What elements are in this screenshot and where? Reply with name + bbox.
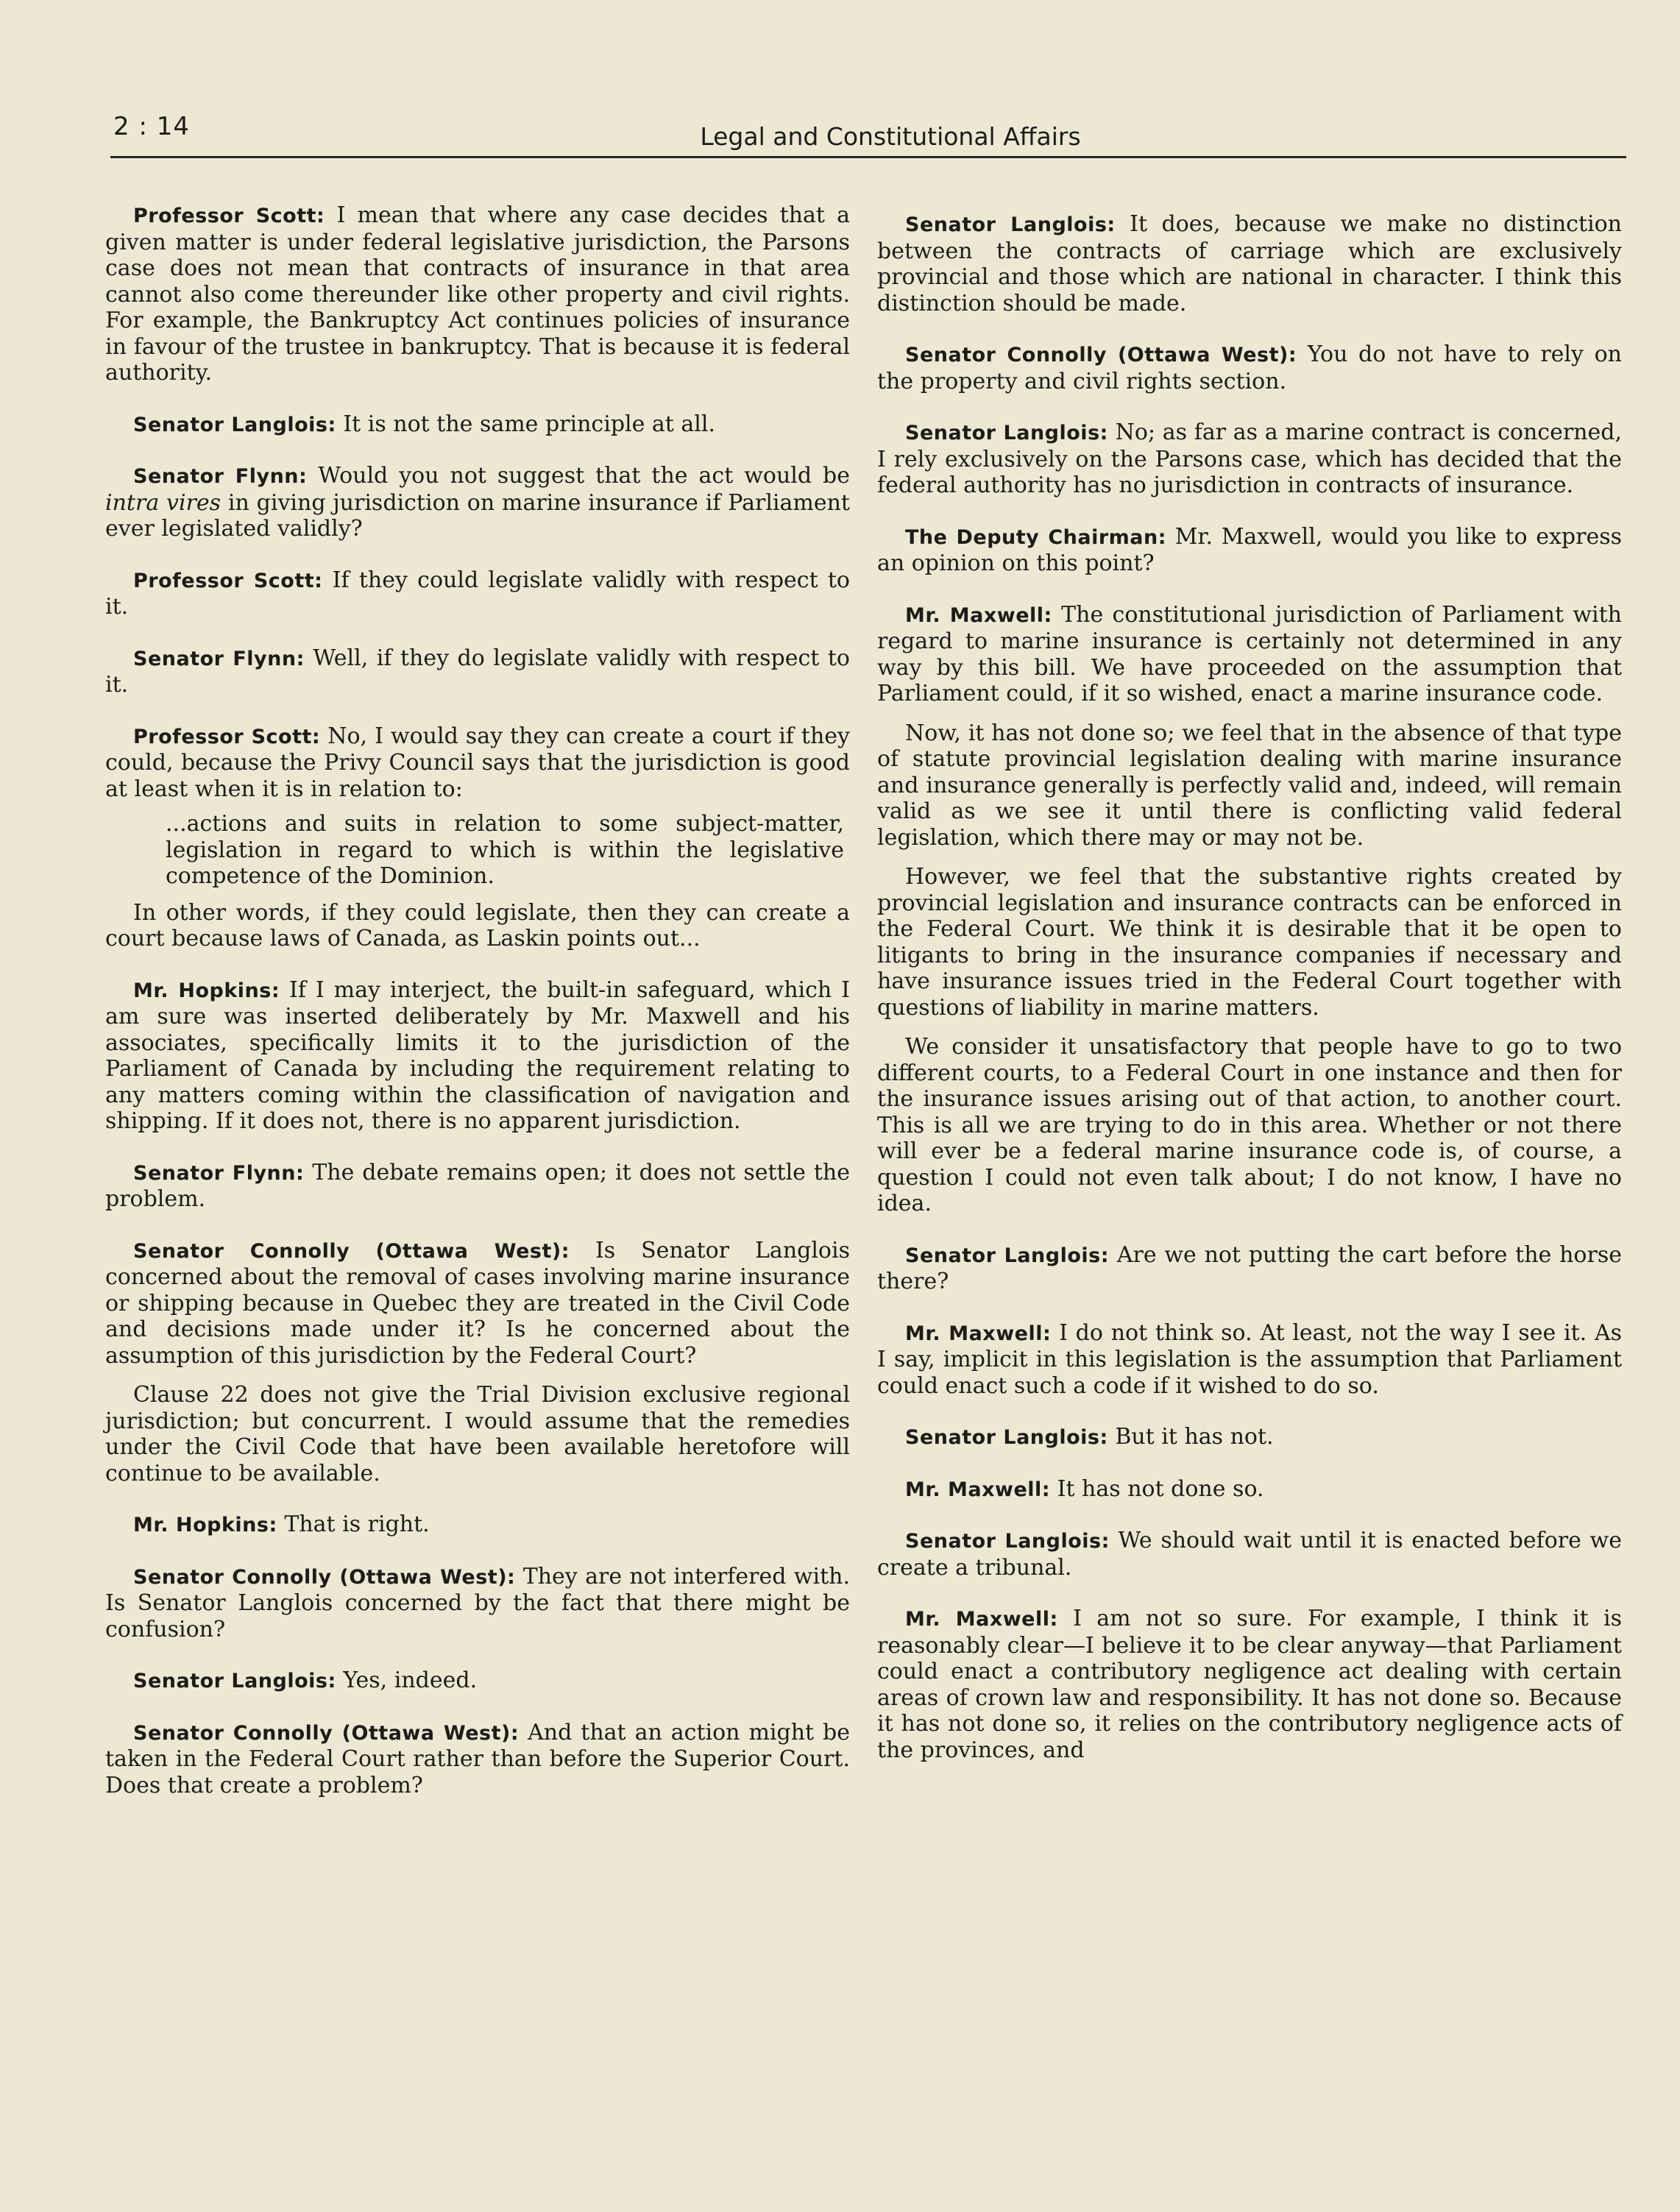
- paragraph: [105, 1382, 850, 1486]
- paragraph: [105, 1667, 850, 1695]
- speech-text: If I may interject, the built-in safeguard, which I am sure was inserted deliberately by Mr. Maxwell and his associates, specifically limits it to the jurisdiction of the Parliament of Canada by including the requirement relating to any matters coming within the classification of navigation and shipping. If it does not, there is no apparent jurisdiction.: [105, 976, 851, 1134]
- speaker-name: Senator Langlois:: [905, 213, 1116, 236]
- speaker-name: Mr. Maxwell:: [905, 1478, 1051, 1501]
- speaker-name: Mr. Hopkins:: [133, 979, 280, 1002]
- paragraph: [877, 602, 1622, 707]
- speech-text: It is not the same principle at all.: [343, 411, 715, 437]
- paragraph: [105, 1238, 850, 1369]
- paragraph: [105, 645, 850, 698]
- paragraph: [105, 567, 850, 620]
- paragraph: [105, 411, 850, 439]
- paragraph: [877, 864, 1622, 1021]
- paragraph: [105, 977, 850, 1135]
- latin-term: intra vires: [105, 489, 221, 516]
- speech-text: You do not have to rely on the property and civil rights section.: [877, 341, 1622, 394]
- speech-text: In other words, if they could legislate, then they can create a court because laws of Canada, as Laskin points out...: [105, 899, 850, 951]
- paragraph: [105, 1511, 850, 1539]
- speech-text: However, we feel that the substantive rights created by provincial legislation and insurance contracts can be enforced in the Federal Court. We think it is desirable that it be open to litigants to bring in the insurance companies if necessary and have insurance issues tried in the Federal Court together with questions of liability in marine matters.: [877, 864, 1622, 1021]
- speaker-name: Senator Langlois:: [905, 422, 1108, 444]
- paragraph: [105, 900, 850, 952]
- paragraph: [877, 1034, 1622, 1217]
- speaker-name: Senator Flynn:: [133, 465, 308, 488]
- paragraph: [877, 1242, 1622, 1295]
- speech-text: No; as far as a marine contract is concerned, I rely exclusively on the Parsons case, which has decided that the federal authority has no jurisdiction in contracts of insurance.: [877, 419, 1622, 498]
- running-title: Legal and Constitutional Affairs: [700, 122, 1081, 151]
- paragraph: [877, 1424, 1622, 1451]
- paragraph: [105, 1720, 850, 1799]
- paragraph: [877, 524, 1622, 577]
- paragraph: [105, 1564, 850, 1643]
- paragraph: [877, 211, 1622, 316]
- paragraph: [105, 463, 850, 542]
- speech-text: We should wait until it is enacted before we create a tribunal.: [877, 1528, 1622, 1581]
- speech-text: Well, if they do legislate validly with respect to it.: [105, 645, 850, 698]
- paragraph: [105, 202, 850, 386]
- speech-text: It has not done so.: [1057, 1475, 1264, 1502]
- speaker-name: Mr. Hopkins:: [133, 1514, 277, 1536]
- speech-text: Would you not suggest that the act would be: [318, 463, 850, 489]
- quote-text: ...actions and suits in relation to some subject-matter, legislation in regard to which is within the legislative competence of the Dominion.: [166, 811, 844, 889]
- speaker-name: Senator Langlois:: [133, 413, 336, 436]
- left-column: [105, 202, 850, 1823]
- paragraph: [877, 1476, 1622, 1503]
- paragraph: [877, 419, 1622, 499]
- paragraph: [877, 1606, 1622, 1763]
- speech-text: They are not interfered with. Is Senator Langlois concerned by the fact that there might be confusion?: [105, 1563, 850, 1642]
- speech-text: The debate remains open; it does not settle the problem.: [105, 1159, 850, 1212]
- speaker-name: Professor Scott:: [133, 205, 325, 227]
- speech-text: Mr. Maxwell, would you like to express an opinion on this point?: [877, 523, 1622, 576]
- speaker-name: Mr. Maxwell:: [905, 603, 1052, 627]
- paragraph: [105, 723, 850, 803]
- speaker-name: Senator Flynn:: [133, 647, 305, 670]
- speaker-name: Senator Connolly (Ottawa West):: [133, 1721, 520, 1745]
- speaker-name: Senator Langlois:: [905, 1426, 1108, 1449]
- speech-text: No, I would say they can create a court if they could, because the Privy Council says that the jurisdiction is good at least when it is in relation to:: [105, 723, 850, 802]
- speech-text: I am not so sure. For example, I think it is reasonably clear—I believe it to be clear anyway—that Parliament could enact a contributory negligence act dealing with certain areas of crown law and responsibility. It has not done so. Because it has not done so, it relies on the contributory negligence acts of the provinces, and: [877, 1606, 1622, 1763]
- speech-text: That is right.: [284, 1511, 430, 1537]
- speech-text: It does, because we make no distinction between the contracts of carriage which are exclusively provincial and those which are national in character. I think this distinction should be made.: [877, 211, 1622, 316]
- speech-text: I mean that where any case decides that a given matter is under federal legislative jurisdiction, the Parsons case does not mean that contracts of insurance in that area cannot also come thereunder like other property and civil rights. For example, the Bankruptcy Act continues policies of insurance in favour of the trustee in bankruptcy. That is because it is federal authority.: [105, 202, 850, 386]
- paragraph: [877, 1528, 1622, 1581]
- speaker-name: Senator Connolly (Ottawa West):: [905, 344, 1297, 366]
- speech-text: And that an action might be taken in the Federal Court rather than before the Superior Court. Does that create a problem?: [105, 1719, 850, 1798]
- page-number: 2 : 14: [113, 112, 190, 141]
- right-column: [877, 211, 1622, 1788]
- page-header: [110, 112, 1626, 158]
- speaker-name: Professor Scott:: [133, 569, 323, 592]
- speaker-name: Mr. Maxwell:: [905, 1608, 1058, 1631]
- speech-text: Are we not putting the cart before the horse there?: [877, 1241, 1622, 1294]
- paragraph: [877, 341, 1622, 394]
- speaker-name: Senator Langlois:: [133, 1670, 336, 1692]
- speech-text: Clause 22 does not give the Trial Division exclusive regional jurisdiction; but concurrent. I would assume that the remedies under the Civil Code that have been available heretofore will continue to be available.: [105, 1382, 850, 1486]
- speaker-name: Senator Langlois:: [905, 1530, 1110, 1553]
- speech-text: I do not think so. At least, not the way I see it. As I say, implicit in this legislation is the assumption that Parliament could enact such a code if it wished to do so.: [877, 1319, 1622, 1399]
- speech-text: Yes, indeed.: [343, 1667, 478, 1693]
- speaker-name: Senator Connolly (Ottawa West):: [133, 1565, 516, 1589]
- speech-text: But it has not.: [1115, 1424, 1274, 1450]
- speech-text: in giving jurisdiction on marine insurance if Parliament ever legislated validly?: [105, 489, 850, 542]
- speaker-name: Senator Langlois:: [905, 1244, 1110, 1267]
- speaker-name: Senator Flynn:: [133, 1161, 305, 1185]
- speaker-name: Mr. Maxwell:: [905, 1322, 1052, 1345]
- speech-text: Now, it has not done so; we feel that in the absence of that type of statute provincial legislation dealing with marine insurance and insurance generally is perfectly valid and, indeed, will remain valid as we see it until there is conflicting valid federal legislation, which there may or may not be.: [877, 720, 1622, 851]
- speech-text: If they could legislate validly with respect to it.: [105, 567, 850, 620]
- speaker-name: The Deputy Chairman:: [905, 525, 1167, 549]
- speaker-name: Professor Scott:: [133, 725, 321, 748]
- paragraph: [877, 1320, 1622, 1400]
- speaker-name: Senator Connolly (Ottawa West):: [133, 1239, 570, 1263]
- speech-text: Is Senator Langlois concerned about the removal of cases involving marine insurance or shipping because in Quebec they are treated in the Civil Code and decisions made under it? Is he concerned about the assumption of this jurisdiction by the Federal Court?: [105, 1237, 850, 1369]
- block-quote: [166, 811, 844, 890]
- speech-text: We consider it unsatisfactory that people have to go to two different courts, to a Federal Court in one instance and then for the insurance issues arising out of that action, to another court. This is all we are trying to do in this area. Whether or not there will ever be a federal marine insurance code is, of course, a question I could not even talk about; I do not know, I have no idea.: [877, 1034, 1622, 1216]
- speech-text: The constitutional jurisdiction of Parliament with regard to marine insurance is certainly not determined in any way by this bill. We have proceeded on the assumption that Parliament could, if it so wished, enact a marine insurance code.: [877, 601, 1622, 706]
- paragraph: [105, 1160, 850, 1213]
- paragraph: [877, 720, 1622, 851]
